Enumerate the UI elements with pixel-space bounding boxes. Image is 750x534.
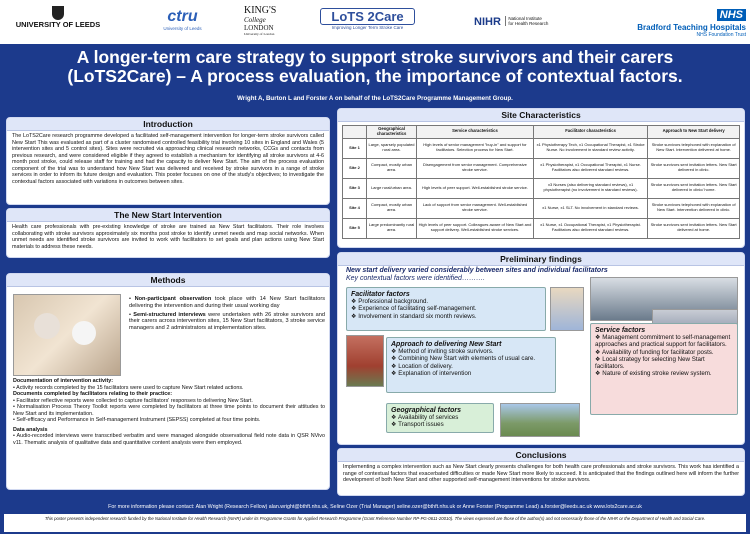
table-cell: Lack of support from senior management. Well-established stroke service. — [417, 198, 534, 218]
site-label: Site 5 — [343, 218, 367, 238]
factor-item: ❖ Transport issues — [391, 421, 444, 429]
factor-item: ❖ Experience of facilitating self-management. — [351, 305, 477, 313]
data-analysis-heading: Data analysis — [13, 426, 48, 433]
table-row — [343, 138, 740, 158]
factor-item: ❖ Involvement in standard six month reviews. — [351, 312, 477, 320]
factor-item: ❖ Explanation of intervention — [391, 369, 472, 377]
documentation-heading: Documentation of intervention activity: — [13, 378, 114, 384]
table-cell: x1 Physiotherapist, x1 Occupational Therapist, x1 Nurse. Facilitators also delivered standard reviews. — [533, 158, 647, 178]
table-cell: Stroke survivors telephoned with explanation of New Start. Intervention delivered in clinic. — [648, 198, 740, 218]
site-label: Site 3 — [343, 178, 367, 198]
table-row — [343, 218, 740, 238]
site-table-header: Service characteristics — [417, 126, 534, 139]
findings-subtitle-2: Key contextual factors were identified………. — [346, 275, 485, 282]
table-cell: Compact, mostly urban area. — [367, 158, 417, 178]
new-start-panel — [6, 208, 330, 258]
contact-line: For more information please contact: Alan Wright (Research Fellow) alan.wright@bthft.nhs.uk, Seline Ozer (Trial Manager) seline.ozer@bthft.nhs.uk or Anne Forster (Programme Lead) a.forster@leeds.ac.uk www.lots2care.ac.uk — [108, 504, 642, 510]
factor-item: ❖ Local strategy for selecting New Start facilitators. — [595, 355, 705, 371]
preliminary-findings-panel — [337, 252, 745, 445]
table-cell: Stroke survivors sent invitation letters. New Start delivered at home. — [648, 218, 740, 238]
table-row — [343, 178, 740, 198]
facilitator-factors-box: Facilitator factors ❖ Professional background. ❖ Experience of facilitating self-management. ❖ Involvement in standard six month reviews. — [346, 287, 546, 331]
documents-subheading: Documents completed by facilitators relating to their practice: — [13, 391, 173, 397]
method-interviews: • Semi-structured interviews were undertaken with 26 stroke survivors and their carers across intervention sites, 15 New Start facilitators, 3 stroke service managers and 2 administrators at implementation sites. — [129, 311, 326, 332]
table-cell: Large predominantly rural area. — [367, 218, 417, 238]
landscape-photo — [500, 403, 580, 437]
table-cell: x3 Nurses (also delivering standard reviews), x1 physiotherapist (no involvement in standard reviews). — [533, 178, 647, 198]
site-table-header: Approach to New Start delivery — [648, 126, 740, 139]
table-row — [343, 158, 740, 178]
site-table — [342, 125, 740, 239]
table-row — [343, 198, 740, 218]
table-cell: Large rural/urban area. — [367, 178, 417, 198]
site-label: Site 1 — [343, 138, 367, 158]
introduction-text: The LoTS2Care research programme developed a facilitated self-management intervention for longer-term stroke survivors called New Start This was evaluated as part of a cluster randomised controlled feasibility trial involving 10 sites in England and Wales (5 intervention sites and 5 control sites). Sites were recruited via approaching clinical research networks, CCGs and contacts from previous research, and were considered eligible if they agreed to establish a mechanism for identifying all stroke survivors at 4-6 month post stroke, could release staff for training and had the capacity to deliver New Start. The aim of the process evaluation component of the trial was to understand how New Start was delivered and received by stroke survivors in a range of stroke services in order to inform its future design and evaluation. This poster focuses on one of the study's objectives; to investigate the contextual factors associated with variations in outcomes between sites. — [12, 133, 324, 185]
house-photo — [346, 335, 384, 387]
documentation-item: • Activity records completed by the 15 facilitators were used to capture New Start related actions. — [13, 384, 244, 391]
conclusions-text: Implementing a complex intervention such as New Start clearly presents challenges for both health care professionals and stroke survivors. This work has identified a range of contextual factors that exacerbated difficulties or made New Start more likely to succeed. It is anticipated that the findings outlined here will inform the further development of both New Start and other supported self-management interventions for stroke survivors. — [343, 464, 739, 483]
documentation-item: • Normalisation Process Theory Toolkit reports were completed by facilitators at three time points to document their attitudes to New Start and its implementation. — [13, 404, 325, 417]
documentation-item: • Self-efficacy and Performance in Self-management Instrument (SEPSS) completed at four time points. — [13, 417, 261, 423]
methods-photo — [13, 294, 121, 376]
service-factors-box: Service factors ❖ Management commitment to self-management approaches and practical support for facilitators. ❖ Availability of funding for facilitator posts. ❖ Local strategy for selecting New Start facilitators. ❖ Nature of existing stroke review system. — [590, 323, 738, 415]
factor-item: ❖ Professional background. — [351, 298, 429, 306]
logo-bar — [0, 0, 750, 44]
site-label: Site 4 — [343, 198, 367, 218]
site-table-header: Geographical characteristics — [367, 126, 417, 139]
introduction-heading: Introduction — [7, 118, 329, 131]
table-cell: Compact, mostly urban area. — [367, 198, 417, 218]
factor-item: ❖ Combining New Start with elements of usual care. — [391, 355, 536, 363]
ctru-logo: ctru University of Leeds — [163, 8, 202, 31]
site-table-header — [343, 126, 367, 139]
table-cell: x1 Nurse, x1 SLT. No involvement in standard reviews. — [533, 198, 647, 218]
factor-item: ❖ Location of delivery. — [391, 362, 453, 370]
documentation-item: • Facilitator reflective reports were collected to capture facilitators' responses to delivering New Start. — [13, 397, 253, 404]
leeds-logo: UNIVERSITY OF LEEDS — [8, 6, 108, 29]
site-characteristics-heading: Site Characteristics — [338, 109, 744, 122]
factor-item: ❖ Method of inviting stroke survivors. — [391, 348, 494, 356]
geographical-factors-box: Geographical factors ❖ Availability of services ❖ Transport issues — [386, 403, 494, 433]
introduction-panel — [6, 117, 330, 205]
new-start-heading: The New Start Intervention — [7, 209, 329, 222]
table-cell: x1 Nurse, x1 Occupational Therapist, x1 Physiotherapist. Facilitators also delivered standard reviews. — [533, 218, 647, 238]
factor-item: ❖ Availability of funding for facilitator posts. — [595, 348, 714, 356]
site-characteristics-panel — [337, 108, 745, 248]
method-observation: • Non-participant observation took place with 14 New Start facilitators delivering the intervention and during their usual working day — [129, 296, 325, 309]
new-start-text: Health care professionals with pre-existing knowledge of stroke are trained as New Start facilitators. Their role involves collaborating with stroke survivors approximately six months post stroke to identify unmet needs and map social networks. When unmet needs are identified stroke survivors are invited to work with facilitators to set goals and plan actions using New Start materials to address these needs. — [12, 224, 324, 250]
crest-icon — [52, 6, 64, 20]
preliminary-findings-heading: Preliminary findings — [338, 253, 744, 266]
site-table-header: Facilitator characteristics — [533, 126, 647, 139]
poster-title: A longer-term care strategy to support stroke survivors and their carers (LoTS2Care) – A process evaluation, the importance of contextual factors. — [67, 47, 683, 86]
authors: Wright A, Burton L and Forster A on behalf of the LoTS2Care Programme Management Group. — [237, 95, 513, 102]
approach-box: Approach to delivering New Start ❖ Method of inviting stroke survivors. ❖ Combining New Start with elements of usual care. ❖ Location of delivery. ❖ Explanation of intervention — [386, 337, 556, 393]
nihr-logo: NIHR National Institute for Health Research — [474, 15, 549, 28]
table-cell: Stroke survivors sent invitation letters. New Start delivered in clinic. — [648, 158, 740, 178]
table-cell: High levels of peer support. Well-established stroke service. — [417, 178, 534, 198]
conclusions-heading: Conclusions — [338, 449, 744, 462]
table-cell: Large, sparsely populated rural area. — [367, 138, 417, 158]
conclusions-panel — [337, 448, 745, 496]
methods-heading: Methods — [7, 274, 329, 287]
methods-panel — [6, 273, 330, 490]
bradford-logo: NHS Bradford Teaching Hospitals NHS Foundation Trust — [637, 9, 746, 38]
facilitator-photo — [550, 287, 584, 331]
lots2care-logo: LoTS 2Care Improving Longer Term Stroke Care — [320, 8, 415, 30]
data-analysis-item: • Audio-recorded interviews were transcribed verbatim and were managed alongside observational field note data in QSR NVivo v11. Thematic analysis of qualitative data and quantitative content analysis were then employed. — [13, 433, 325, 446]
table-cell: High levels of peer support. Colleagues aware of New Start and support delivery. Well-established stroke services. — [417, 218, 534, 238]
table-cell: High levels of senior management "buy-in" and support for facilitators. Selection process for New Start. — [417, 138, 534, 158]
table-cell: Stroke survivors sent invitation letters. New Start delivered in clinic/ home. — [648, 178, 740, 198]
disclaimer: This poster presents independent research funded by the National Institute for Health Research (NIHR) under its Programme Grants for Applied Research Programme (Grant Reference Number RP-PG-0611-20010). The views expressed are those of the author(s) and not necessarily those of the NIHR or the Department of Health and Social Care. — [4, 514, 746, 532]
table-cell: Disengagement from senior management. Comprehensive stroke service. — [417, 158, 534, 178]
factor-item: ❖ Management commitment to self-management approaches and practical support for facilitators. — [595, 334, 731, 349]
table-cell: x1 Physiotherapy Tech, x1 Occupational Therapist, x1 Stroke Nurse. No involvement in standard review activity. — [533, 138, 647, 158]
kings-logo: KING'S College LONDON University of London — [244, 5, 277, 36]
site-label: Site 2 — [343, 158, 367, 178]
table-cell: Stroke survivors telephoned with explanation of New Start. Intervention delivered at home. — [648, 138, 740, 158]
factor-item: ❖ Availability of services — [391, 414, 459, 422]
factor-item: ❖ Nature of existing stroke review system. — [595, 370, 712, 378]
findings-subtitle: New start delivery varied considerably between sites and individual facilitators — [346, 267, 608, 274]
